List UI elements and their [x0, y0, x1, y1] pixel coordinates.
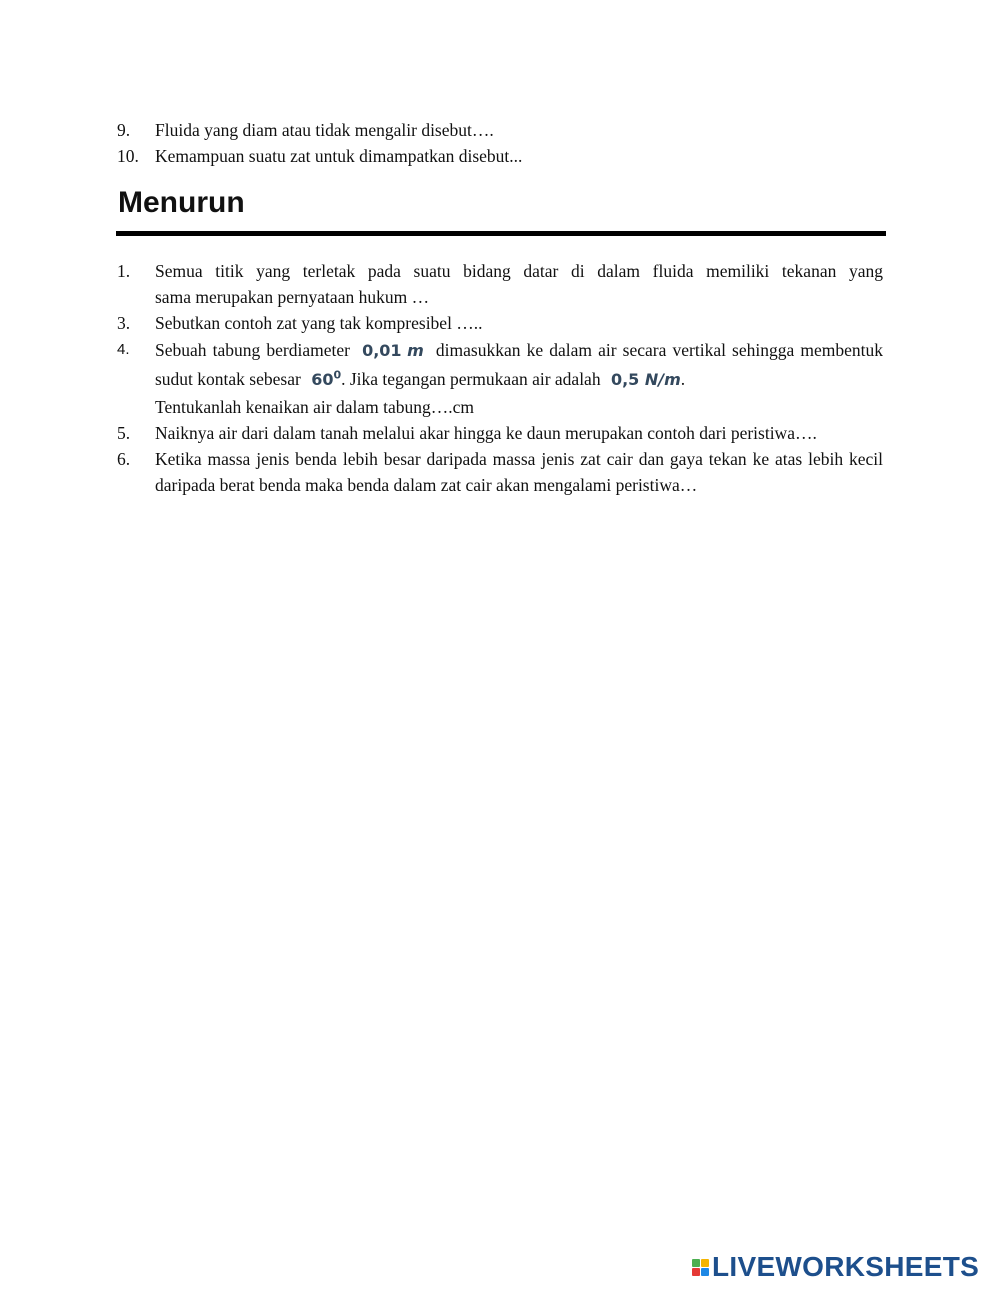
top-question-list [117, 117, 883, 169]
question-number: 3. [117, 313, 131, 333]
question-text: . Jika tegangan permukaan air adalah [341, 369, 601, 389]
math-unit: m [407, 341, 424, 360]
question-text-line: sama merupakan pernyataan hukum … [155, 287, 430, 307]
question-item [117, 143, 883, 169]
question-item [117, 446, 883, 498]
liveworksheets-mark-icon [692, 1259, 709, 1276]
liveworksheets-logo [692, 1253, 979, 1281]
question-text: Sebutkan contoh zat yang tak kompresibel ….. [155, 313, 483, 333]
math-unit: N/m [644, 370, 681, 389]
question-item [117, 420, 883, 446]
math-diameter [356, 337, 430, 365]
section-divider [116, 231, 886, 236]
question-number: 4. [117, 341, 130, 358]
question-number: 9. [117, 120, 131, 140]
math-value: 60 [311, 370, 334, 389]
question-item [117, 336, 883, 420]
question-text: Kemampuan suatu zat untuk dimampatkan disebut... [155, 146, 523, 166]
question-text-line: Semua titik yang terletak pada suatu bidang datar di dalam fluida memiliki tekanan yang [155, 261, 883, 281]
question-text: . [680, 369, 686, 389]
question-text: Naiknya air dari dalam tanah melalui akar hingga ke daun merupakan contoh dari peristiwa…. [155, 423, 817, 443]
question-item [117, 117, 883, 143]
section-title: Menurun [118, 186, 245, 219]
question-item [117, 310, 883, 336]
question-text-line: Tentukanlah kenaikan air dalam tabung….cm [155, 397, 475, 417]
question-text: Ketika massa jenis benda lebih besar daripada massa jenis zat cair dan gaya tekan ke atas lebih kecil daripada berat benda maka benda dalam zat cair akan mengalami peristiwa… [155, 449, 883, 495]
math-angle [305, 366, 341, 394]
question-text: Fluida yang diam atau tidak mengalir disebut…. [155, 120, 494, 140]
math-value: 0,01 [362, 341, 402, 360]
logo-wordmark: LIVEWORKSHEETS [712, 1251, 980, 1282]
question-number: 1. [117, 261, 131, 281]
question-number: 5. [117, 423, 131, 443]
math-value: 0,5 [610, 370, 640, 389]
question-number: 6. [117, 449, 131, 469]
question-text: Sebuah tabung berdiameter [155, 340, 350, 360]
math-surface-tension [605, 366, 681, 394]
question-number: 10. [117, 146, 139, 166]
question-item [117, 258, 883, 310]
menurun-question-list [117, 258, 883, 498]
question-text: dimasukkan ke dalam air secara vertikal sehingga membentuk sudut kontak sebesar [155, 340, 884, 389]
math-superscript: 0 [333, 368, 342, 382]
